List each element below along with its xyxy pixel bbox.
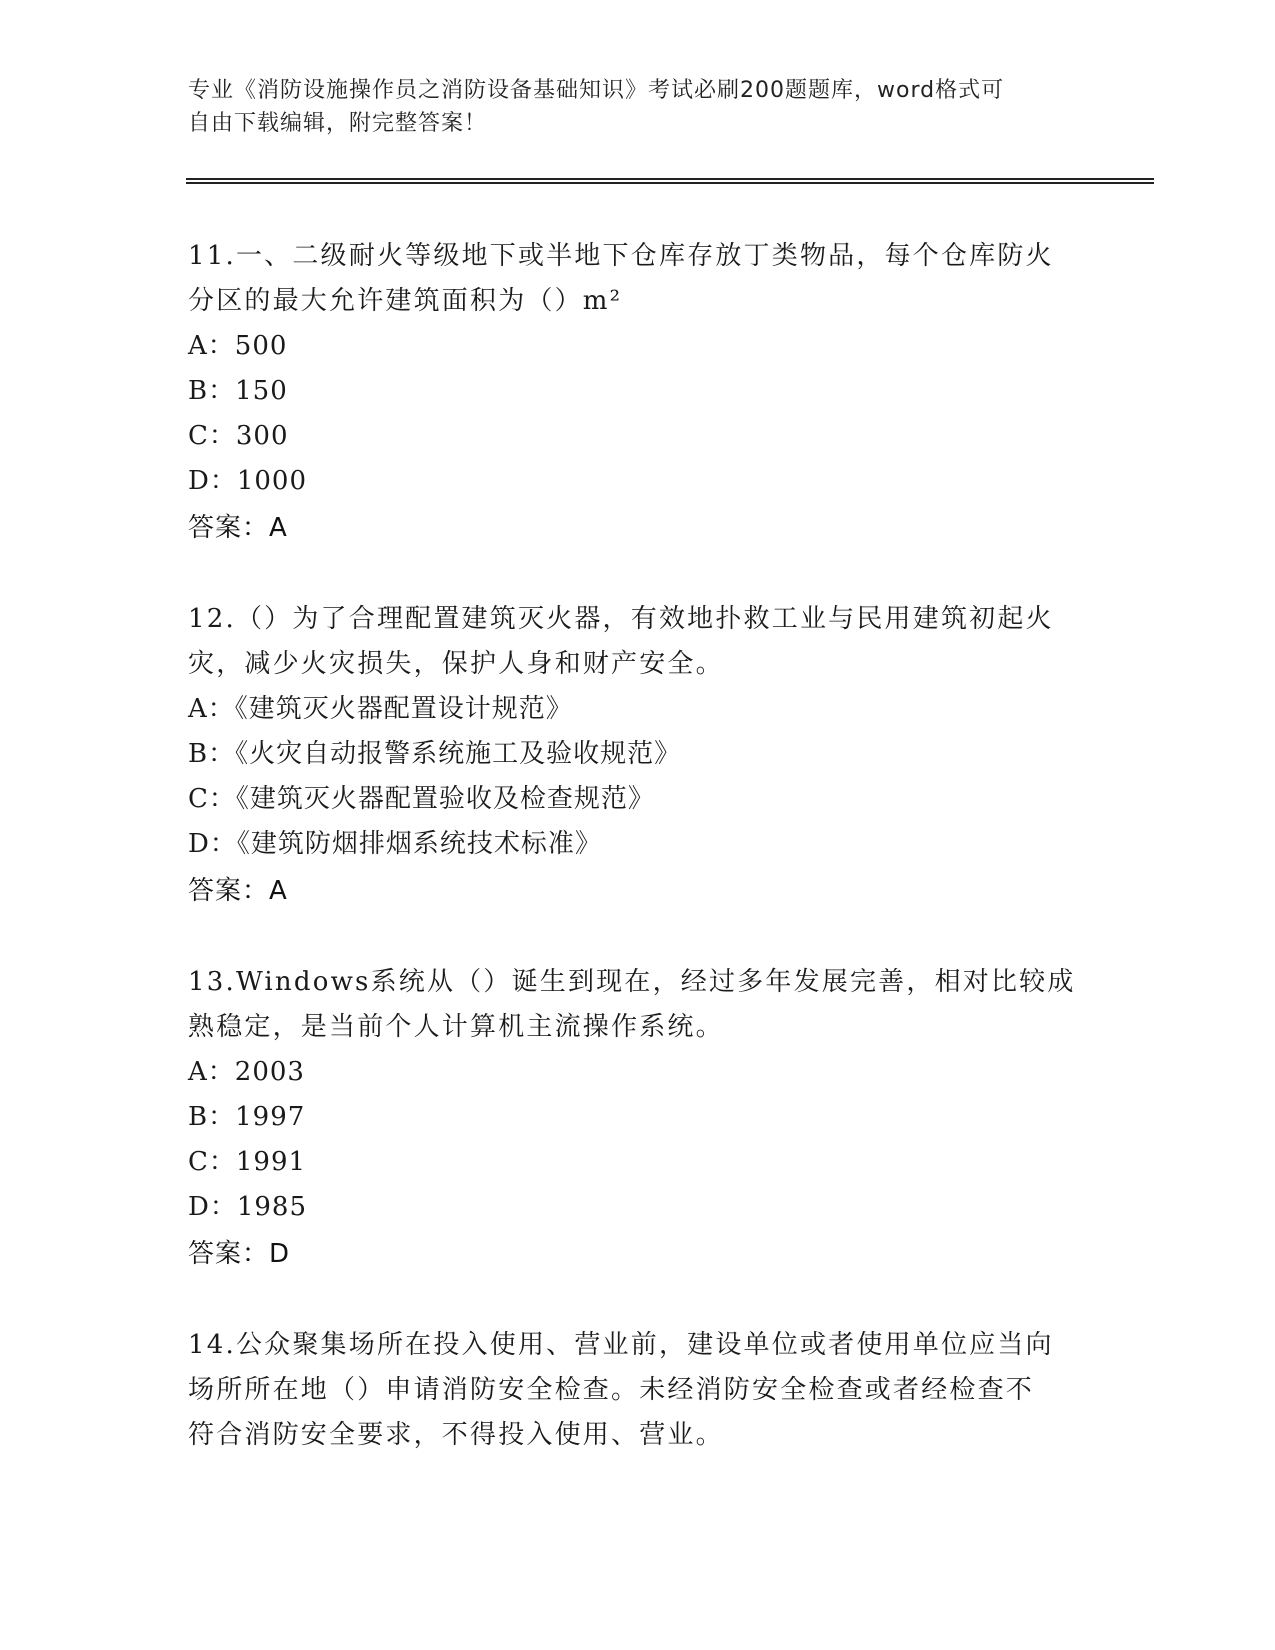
option-d: D：1000	[188, 466, 308, 496]
stem-line: 13.Windows系统从（）诞生到现在，经过多年发展完善，相对比较成	[188, 967, 1076, 997]
question-12	[188, 597, 1088, 915]
option-a: A：2003	[188, 1057, 305, 1087]
option-a: A：500	[188, 331, 288, 361]
option-c: C：《建筑灭火器配置验收及检查规范》	[188, 784, 655, 814]
document-header	[188, 74, 1068, 140]
stem-line: 符合消防安全要求，不得投入使用、营业。	[188, 1420, 724, 1450]
option-b: B：150	[188, 376, 288, 406]
answer: 答案：D	[188, 1239, 291, 1269]
option-b: B：1997	[188, 1102, 306, 1132]
question-stem	[188, 1323, 1088, 1458]
question-11	[188, 234, 1088, 552]
stem-line: 12.（）为了合理配置建筑灭火器，有效地扑救工业与民用建筑初起火	[188, 604, 1054, 634]
question-stem	[188, 960, 1088, 1050]
option-b: B：《火灾自动报警系统施工及验收规范》	[188, 739, 682, 769]
stem-line: 分区的最大允许建筑面积为（）m²	[188, 286, 623, 316]
option-c: C：300	[188, 421, 289, 451]
header-divider	[186, 178, 1154, 184]
question-stem	[188, 234, 1088, 324]
stem-line: 熟稳定，是当前个人计算机主流操作系统。	[188, 1012, 724, 1042]
option-d: D：1985	[188, 1192, 308, 1222]
question-13	[188, 960, 1088, 1278]
question-14	[188, 1323, 1088, 1458]
answer: 答案：A	[188, 876, 288, 906]
stem-line: 灾，减少火灾损失，保护人身和财产安全。	[188, 649, 724, 679]
stem-line: 场所所在地（）申请消防安全检查。未经消防安全检查或者经检查不	[188, 1375, 1035, 1405]
answer: 答案：A	[188, 513, 288, 543]
option-c: C：1991	[188, 1147, 307, 1177]
option-a: A：《建筑灭火器配置设计规范》	[188, 694, 573, 724]
header-line-1: 专业《消防设施操作员之消防设备基础知识》考试必刷200题题库，word格式可	[188, 78, 1005, 103]
option-d: D：《建筑防烟排烟系统技术标准》	[188, 829, 602, 859]
stem-line: 14.公众聚集场所在投入使用、营业前，建设单位或者使用单位应当向	[188, 1330, 1054, 1360]
question-stem	[188, 597, 1088, 687]
header-line-2: 自由下载编辑，附完整答案！	[188, 111, 488, 136]
stem-line: 11.一、二级耐火等级地下或半地下仓库存放丁类物品，每个仓库防火	[188, 241, 1054, 271]
